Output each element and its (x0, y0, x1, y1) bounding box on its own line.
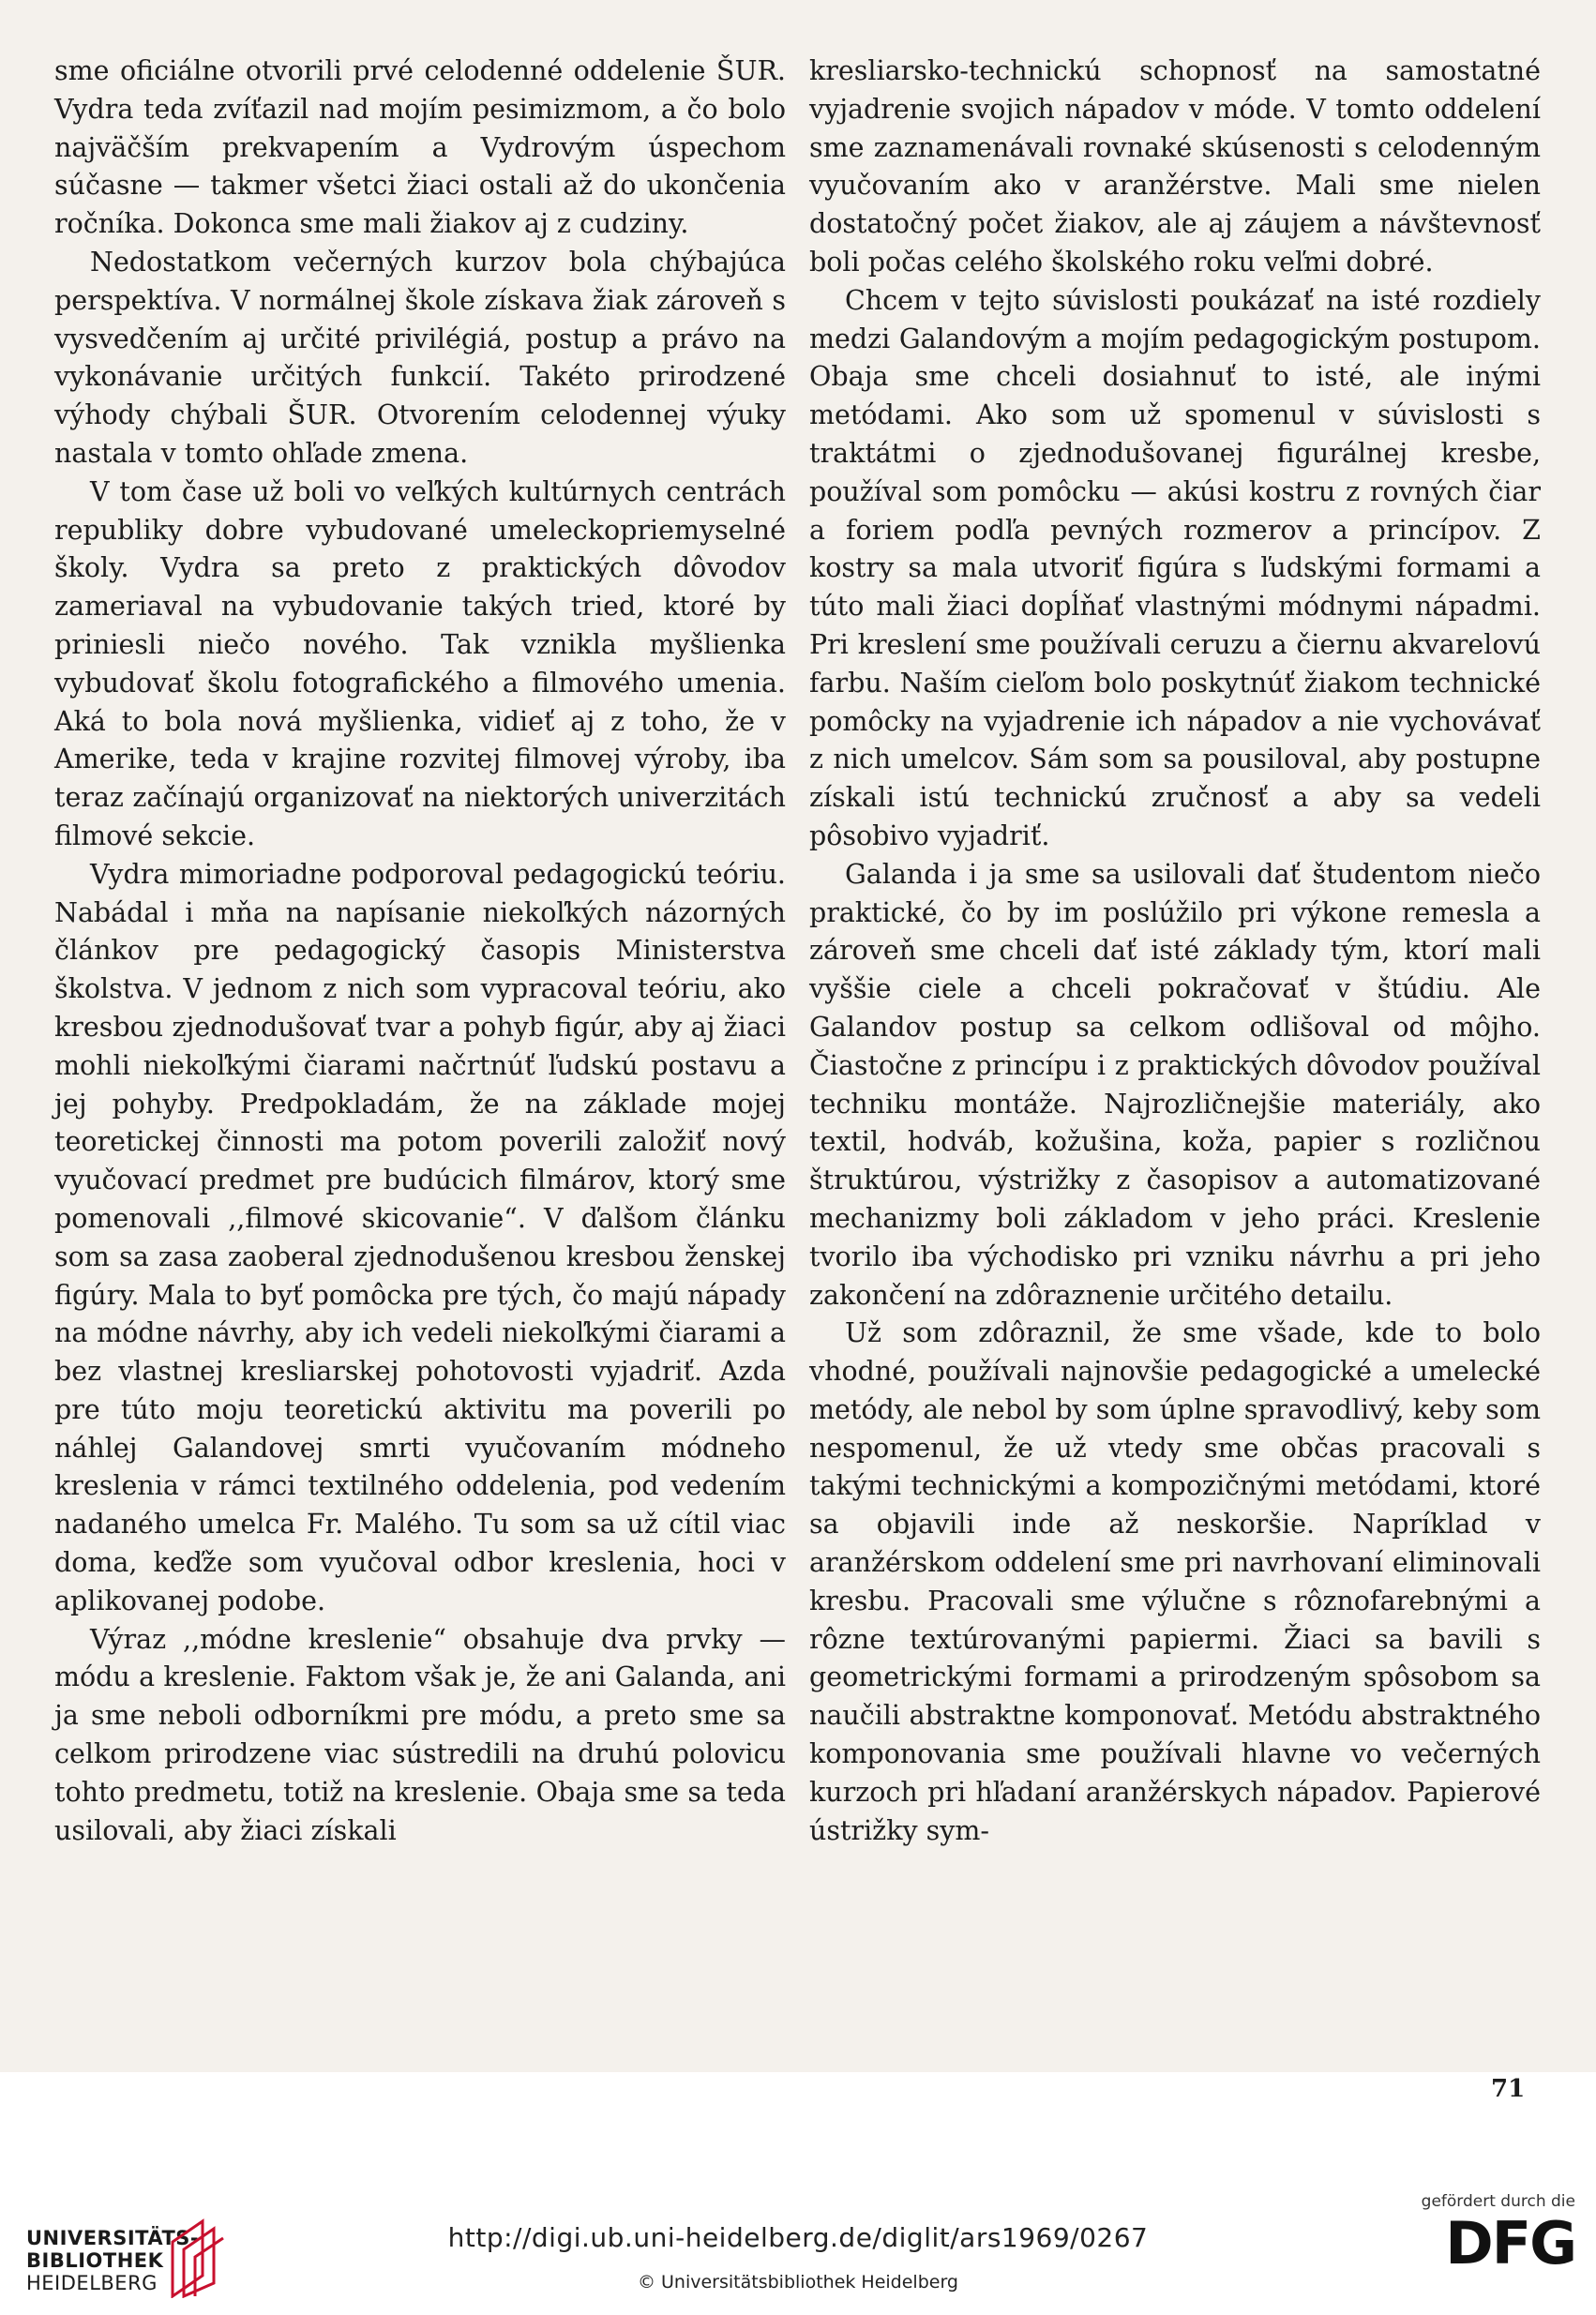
right-column (809, 53, 1541, 1850)
paragraph: Chcem v tejto súvislosti poukázať na isté rozdiely medzi Galandovým a mojím pedagogickým postupom. Obaja sme chceli dosiahnuť to isté, ale inými metódami. Ako som už spomenul v súvislosti s traktátmi o zjednodušovanej figurálnej kresbe, používal som pomôcku — akúsi kostru z rovných čiar a foriem podľa pevných rozmerov a princípov. Z kostry sa mala utvoriť figúra s ľudskými formami a túto mali žiaci dopĺňať vlastnými módnymi nápadmi. Pri kreslení sme používali ceruzu a čiernu akvarelovú farbu. Naším cieľom bolo poskytnúť žiakom technické pomôcky na vyjadrenie ich nápadov a nie vychovávať z nich umelcov. Sám som sa pousiloval, aby postupne získali istú technickú zručnosť a aby sa vedeli pôsobivo vyjadriť. (809, 284, 1541, 851)
logo-line-3: HEIDELBERG (26, 2272, 158, 2294)
dfg-logo-block[interactable] (1416, 2192, 1575, 2275)
paragraph: sme oficiálne otvorili prvé celodenné oddelenie ŠUR. Vydra teda zvíťazil nad mojím pesimizmom, a čo bolo najväčším prekvapením a Vydrovým úspechom súčasne — takmer všetci žiaci ostali až do ukončenia ročníka. Dokonca sme mali žiakov aj z cudziny. (54, 55, 786, 240)
logo-line-1: UNIVERSITÄTS- (26, 2227, 200, 2249)
footer (0, 2185, 1596, 2315)
paragraph: Vydra mimoriadne podporoval pedagogickú teóriu. Nabádal i mňa na napísanie niekoľkých názorných článkov pre pedagogický časopis Ministerstva školstva. V jednom z nich som vypracoval teóriu, ako kresbou zjednodušovať tvar a pohyb figúr, aby aj žiaci mohli niekoľkými čiarami načrtnúť ľudskú postavu a jej pohyby. Predpokladám, že na základe mojej teoretickej činnosti ma potom poverili založiť nový vyučovací predmet pre budúcich filmárov, ktorý sme pomenovali ,,filmové skicovanie“. V ďalšom článku som sa zasa zaoberal zjednodušenou kresbou ženskej figúry. Mala to byť pomôcka pre tých, čo majú nápady na módne návrhy, aby ich vedeli niekoľkými čiarami a bez vlastnej kresliarskej pohotovosti vyjadriť. Azda pre túto moju teoretickú aktivitu ma poverili po náhlej Galandovej smrti vyučovaním módneho kreslenia v rámci textilného oddelenia, pod vedením nadaného umelca Fr. Malého. Tu som sa už cítil viac doma, keďže som vyučoval odbor kreslenia, hoci v aplikovanej podobe. (54, 858, 786, 1616)
paragraph: kresliarsko-technickú schopnosť na samostatné vyjadrenie svojich nápadov v móde. V tomto oddelení sme zaznamenávali rovnaké skúsenosti s celodenným vyučovaním ako v aranžérstve. Mali sme nielen dostatočný počet žiakov, ale aj záujem a návštevnosť boli počas celého školského roku veľmi dobré. (809, 55, 1541, 278)
paragraph: Nedostatkom večerných kurzov bola chýbajúca perspektíva. V normálnej škole získava žiak zároveň s vysvedčením aj určité privilégiá, postup a právo na vykonávanie určitých funkcií. Takéto prirodzené výhody chýbali ŠUR. Otvorením celodennej výuky nastala v tomto ohľade zmena. (54, 246, 786, 469)
permalink-url[interactable]: http://digi.ub.uni-heidelberg.de/diglit/ars1969/0267 (447, 2222, 1149, 2253)
paragraph: Výraz ,,módne kreslenie“ obsahuje dva prvky — módu a kreslenie. Faktom však je, že ani Galanda, ani ja sme neboli odborníkmi pre módu, a preto sme sa celkom prirodzene viac sústredili na druhú polovicu tohto predmetu, totiž na kreslenie. Obaja sme sa teda usilovali, aby žiaci získali (54, 1623, 786, 1846)
copyright-notice: © Universitätsbibliothek Heidelberg (637, 2272, 958, 2292)
dfg-funded-label: gefördert durch die (1421, 2192, 1575, 2211)
page-number: 71 (1491, 2075, 1526, 2103)
paragraph: Galanda i ja sme sa usilovali dať študentom niečo praktické, čo by im poslúžilo pri výkone remesla a zároveň sme chceli dať isté základy tým, ktorí mali vyššie ciele a chceli pokračovať v štúdiu. Ale Galandov postup sa celkom odlišoval od môjho. Čiastočne z princípu i z praktických dôvodov používal techniku montáže. Najrozličnejšie materiály, ako textil, hodváb, kožušina, koža, papier s rozličnou štruktúrou, výstrižky z časopisov a automatizované mechanizmy boli základom v jeho práci. Kreslenie tvorilo iba východisko pri vzniku návrhu a pri jeho zakončení na zdôraznenie určitého detailu. (809, 858, 1541, 1311)
dfg-logo: DFG (1445, 2209, 1575, 2277)
logo-line-2: BIBLIOTHEK (26, 2249, 164, 2272)
paragraph: V tom čase už boli vo veľkých kultúrnych centrách republiky dobre vybudované umeleckopriemyselné školy. Vydra sa preto z praktických dôvodov zameriaval na vybudovanie takých tried, ktoré by priniesli niečo nového. Tak vznikla myšlienka vybudovať školu fotografického a filmového umenia. Aká to bola nová myšlienka, vidieť aj z toho, že v Amerike, teda v krajine rozvitej filmovej výroby, iba teraz začínajú organizovať na niektorých univerzitách filmové sekcie. (54, 475, 786, 851)
left-column (54, 53, 786, 1850)
paragraph: Už som zdôraznil, že sme všade, kde to bolo vhodné, používali najnovšie pedagogické a umelecké metódy, ale nebol by som úplne spravodlivý, keby som nespomenul, že už vtedy sme občas pracovali s takými technickými a kompozičnými metódami, ktoré sa objavili inde až neskoršie. Napríklad v aranžérskom oddelení sme pri navrhovaní eliminovali kresbu. Pracovali sme výlučne s rôznofarebnými a rôzne textúrovanými papiermi. Žiaci sa bavili s geometrickými formami a prirodzeným spôsobom sa naučili abstraktne komponovať. Metódu abstraktného komponovania sme používali hlavne vo večerných kurzoch pri hľadaní aranžérskych nápadov. Papierové ústrižky sym- (809, 1317, 1541, 1846)
